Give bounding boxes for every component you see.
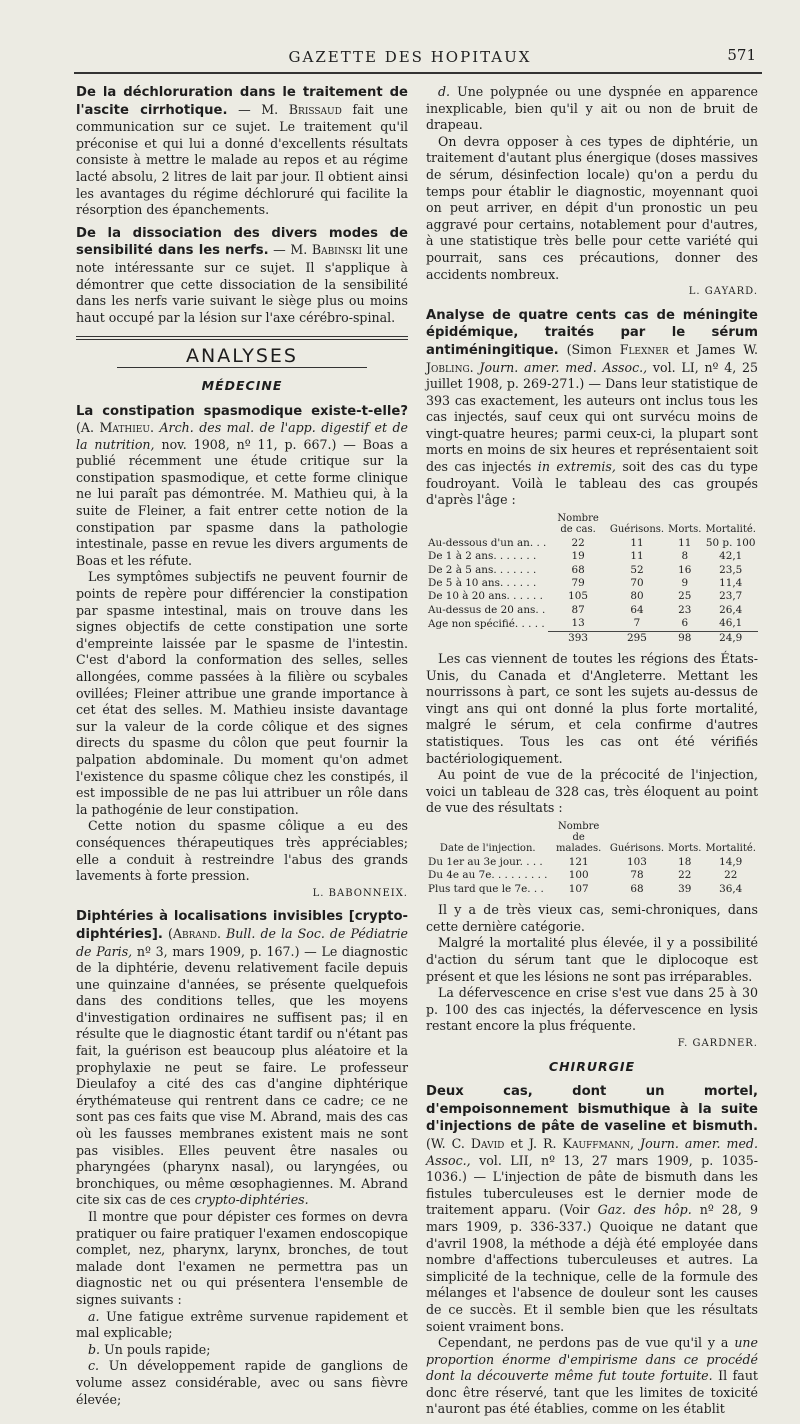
article-title: Deux cas, dont un mortel, d'empoisonnement bismuthique à la suite d'injections de pâte de vaseline et bismuth. [426,1084,758,1135]
article-paragraph: On devra opposer à ces types de diphtérie, un traitement d'autant plus énergique (doses massives de sérum, désinfection locale) qu'on a perdu du temps pour établir le diagnostic, moyennant quoi on peut arriver, en dépit d'un pronostic un peu aggravé pour certains, notablement pour d'autres, à une statistique très belle pour cette variété qui pourrait, sans ces précautions, donner des accidents nombreux. [426,133,758,282]
signature: L. BABONNEIX. [312,887,408,899]
injection-table [426,821,758,896]
article-body: Dans leur statistique de 393 cas exactement, les auteurs ont inclus tous les cas injectés, sauf ceux qui ont survécu moins de vingt-quatre heures; parmi ceux-ci, la plupart sont morts en moins de six heures et représentaient soit des cas injectés [426,376,758,475]
section-title: ANALYSES [185,345,298,368]
article-body: fait une communication sur ce sujet. Le traitement qu'il préconise et qui lui a donné d'excellents résultats consiste à mettre le malade au repos et au régime lacté absolu, 2 litres de lait par jour. Il obtient ainsi les avantages du régime déchloruré qui facilite la résorption des épanchements. [76,101,409,218]
page-number: 571 [727,46,756,64]
author-name: Kauffmann, [562,1135,634,1151]
article-paragraph: Il y a de très vieux cas, semi-chroniques, dans cette dernière catégorie. [426,902,758,934]
section-title-rule [117,367,367,368]
article-bismuth: Deux cas, dont un mortel, d'empoisonnement bismuthique à la suite d'injections de pâte de vaseline et bismuth. (W. C. David et J. R. Kauffmann, Journ. amer. med. Assoc., vol. LII, nº 13, 27 mars 1909, p. 1035-1036.) — L'injection de pâte de bismuth dans les fistules tuberculeuses est le dernier mode de traitement apparu. (Voir Gaz. des hôp. nº 28, 9 mars 1909, p. 336-337.) Quoique ne datant que d'avril 1908, la méthode a déjà été employée dans nombre d'affections tuberculeuses et autres. La simplicité de la technique, celle de la formule des mélanges et l'absence de douleur sont les causes de ce succès. Et il semble bien que les résultats soient vraiment bons. Cependant, ne perdons pas de vue qu'il y a une proportion énorme d'empirisme dans ce procédé dont la découverte même fut toute fortuite. Il faut donc être réservé, tant que les limites de toxicité n'auront pas été établies, comme on les établit [426,1084,758,1417]
list-item: b. Un pouls rapide; [88,1341,211,1357]
table-row: Plus tard que le 7e. . . 107 68 39 36,4 [428,882,743,895]
list-item: c. Un développement rapide de ganglions de volume assez considérable, avec ou sans fièvre élevée; [76,1358,408,1407]
journal-name: Arch. des mal. de l'app. digestif et de la nutrition, [76,420,408,452]
table-total-row: 393 295 98 24,9 [568,631,743,644]
article-meningite: Analyse de quatre cents cas de méningite épidémique, traités par le sérum antiméningitique. (Simon Flexner et James W. Jobling. Journ. amer. med. Assoc., vol. LI, nº 4, 25 juillet 1908, p. 269-271.) — Dans leur statistique de 393 cas exactement, les auteurs ont inclus tous les cas injectés, sauf ceux qui ont survécu moins de vingt-quatre heures; parmi ceux-ci, la plupart sont morts en moins de six heures et représentaient soit des cas injectés in extremis, soit des cas du type foudroyant. Voilà le tableau des cas groupés d'après l'âge : Nombre de cas. Guérisons. Morts. Mortalité. Au-dessous d'un an. . . 22 11 11 50 p. 100 De 1 à 2 ans. . . . . . . 19 11 8 42,1 De 2 à 5 ans. . . . . . . 68 52 16 23,5 De 5 à 10 ans. . . . . . 79 70 9 11,4 De 10 à 20 ans. . . . . . 105 80 25 23,7 Au-dessus de 20 ans. . 87 64 23 26,4 Age non spécifié. . . . . 13 7 6 46,1 393 295 98 24,9 Les cas viennent de toutes les régions des États-Unis, du Canada et d'Angleterre. Mettant les nourrissons à part, ce sont les sujets au-dessus de vingt ans qui ont donné la plus forte mortalité, malgré le sérum, et cela confirme d'autres statistiques. Tous les cas ont été vérifiés bactériologiquement. Au point de vue de la précocité de l'injection, voici un tableau de 328 cas, très éloquent au point de vue des résultats : Date de l'injection. Nombre de malades. Guérisons. Morts. Mortalité. Du 1er au 3e jour. . . . 121 103 18 14,9 Du 4e au 7e. . . . . . . . . 100 78 22 22 Plus tard que le 7e. . . 107 68 39 36,4 Il y a de très vieux cas, semi-chroniques, dans cette dernière catégorie. Malgré la mortalité plus élevée, il y a possibilité d'action du sérum tant que le diplocoque est présent et que les lésions ne sont pas irréparables. La défervescence en crise s'est vue dans 25 à 30 p. 100 des cas injectés, la défervescence en lysis restant encore la plus fréquente. F. GARDNER. [426,307,758,1053]
article-constipation: La constipation spasmodique existe-t-elle? (A. Mathieu. Arch. des mal. de l'app. digestif et de la nutrition, nov. 1908, nº 11, p. 667.) — Boas a publié récemment une étude critique sur la constipation spasmodique, et cette forme clinique ne lui paraît pas démontrée. M. Mathieu qui, à la suite de Fleiner, a fait entrer cette notion de la constipation par spasme dans la pathologie intestinale, passe en revue les divers arguments de Boas et les réfute. Les symptômes subjectifs ne peuvent fournir de points de repère pour différencier la constipation par spasme intestinal, mais on trouve dans les signes objectifs de cette constipation une sorte d'empreinte laissée par le spasme de l'intestin. C'est d'abord la conformation des selles, selles allongées, comme passées à la filière ou scybales ovillées; Fleiner attribue une grande importance à cet état des selles. M. Mathieu insiste davantage sur la valeur de la corde côlique et des signes directs du spasme du côlon que peut fournir la palpation abdominale. Du moment qu'on admet l'existence du spasme côlique chez les constipés, il est impossible de ne pas lui attribuer un rôle dans la pathogénie de leur constipation. Cette notion du spasme côlique a eu des conséquences thérapeutiques très appréciables; elle a conduit à restreindre l'abus des grands lavements à forte pression. L. BABONNEIX. [76,403,408,903]
subsection-title: MÉDECINE [201,377,283,393]
author-name: David [470,1135,505,1151]
left-column [76,84,408,1414]
table-row: Au-dessus de 20 ans. . 87 64 23 26,4 [428,603,743,616]
article-paragraph: Les cas viennent de toutes les régions des États-Unis, du Canada et d'Angleterre. Mettant les nourrissons à part, ce sont les sujets au-dessus de vingt ans qui ont donné la plus forte mortalité, malgré le sérum, et cela confirme d'autres statistiques. Tous les cas ont été vérifiés bactériologiquement. [426,651,758,766]
article-body: L'injection de pâte de bismuth dans les fistules tuberculeuses est le dernier mode de traitement apparu. (Voir [426,1169,758,1218]
article-body: Boas a publié récemment une étude critique sur la constipation spasmodique, et cette forme clinique ne lui paraît pas démontrée. M. Mathieu qui, à la suite de Fleiner, a fait entrer cette notion de la constipation par spasme dans la pathologie intestinale, passe en revue les divers arguments de Boas et les réfute. [76,436,409,568]
article-paragraph: Cette notion du spasme côlique a eu des conséquences thérapeutiques très appréciables; elle a conduit à restreindre l'abus des grands lavements à forte pression. [76,818,408,884]
table-row: Du 4e au 7e. . . . . . . . . 100 78 22 22 [428,869,738,882]
page-header [60,40,760,70]
author-name: Brissaud [288,101,342,117]
journal-name: Journ. amer. med. Assoc., [479,359,648,375]
article-dissociation: De la dissociation des divers modes de sensibilité dans les nerfs. — M. Babinski lit une note intéressante sur ce sujet. Il s'applique à démontrer que cette dissociation de la sensibilité dans les nerfs varie suivant le siège plus ou moins haut occupé par la lésion sur l'axe cérébro-spinal. [76,225,408,325]
article-title: Analyse de quatre cents cas de méningite épidémique, traités par le sérum antiméningitique. [426,307,758,358]
article-body: Le diagnostic de la diphtérie, devenu relativement facile depuis une quinzaine d'années, se présente quelquefois dans des conditions telles, que les moyens d'investigation ordinaires ne suffisent pas; il en résulte que le diagnostic étant tardif ou n'étant pas fait, la guérison est beaucoup plus aléatoire et la prophylaxie ne peut se faire. Le professeur Dieulafoy a cité des cas d'angine diphtérique érythémateuse qui rentrent dans ce cadre; ce ne sont pas ces faits que vise M. Abrand, mais des cas où les fausses membranes existent mais ne sont pas visibles. Elles peuvent être nasales ou pharyngées (pharynx nasal), ou laryngées, ou bronchiques, ou même œsophagiennes. M. Abrand cite six cas de ces [76,943,408,1208]
author-name: Abrand. [172,925,221,941]
article-title: La constipation spasmodique existe-t-elle? [76,403,408,419]
signature: L. GAYARD. [688,286,758,298]
journal-name: Bull. de la Soc. de Pédiatrie de Paris, [76,925,408,959]
header-rule [74,72,762,74]
article-paragraph: Malgré la mortalité plus élevée, il y a possibilité d'action du sérum tant que le diplocoque est présent et que les lésions ne sont pas irréparables. [426,935,758,984]
journal-name: Journ. amer. med. Assoc., [426,1135,758,1168]
article-diphteries-continued [426,84,758,301]
running-title: GAZETTE DES HOPITAUX [288,48,532,66]
article-paragraph: La défervescence en crise s'est vue dans 25 à 30 p. 100 des cas injectés, la défervescence en lysis restant encore la plus fréquente. [426,985,758,1034]
list-item: a. Une fatigue extrême survenue rapidement et mal explicable; [76,1308,408,1341]
table-row: De 10 à 20 ans. . . . . . 105 80 25 23,7 [428,590,743,603]
table-header-row: Date de l'injection. Nombre de malades. Guérisons. Morts. Mortalité. [439,821,756,855]
article-paragraph: Au point de vue de la précocité de l'injection, voici un tableau de 328 cas, très éloquent au point de vue des résultats : [426,767,758,816]
article-body: lit une note intéressante sur ce sujet. Il s'applique à démontrer que cette dissociation de la sensibilité dans les nerfs varie suivant le siège plus ou moins haut occupé par la lésion sur l'axe cérébro-spinal. [76,242,408,325]
table-row: De 1 à 2 ans. . . . . . . 19 11 8 42,1 [428,550,743,563]
table-row: Au-dessous d'un an. . . 22 11 11 50 p. 100 [428,536,756,549]
table-row: De 5 à 10 ans. . . . . . 79 70 9 11,4 [428,577,743,590]
table-header-row: Nombre de cas. Guérisons. Morts. Mortalité. [557,512,756,535]
author-name: Jobling. [426,359,474,375]
article-paragraph: Les symptômes subjectifs ne peuvent fournir de points de repère pour différencier la constipation par spasme intestinal, mais on trouve dans les signes objectifs de cette constipation une sorte d'empreinte laissée par le spasme de l'intestin. C'est d'abord la conformation des selles, selles allongées, comme passées à la filière ou scybales ovillées; Fleiner attribue une grande importance à cet état des selles. M. Mathieu insiste davantage sur la valeur de la corde côlique et des signes directs du spasme du côlon que peut fournir la palpation abdominale. Du moment qu'on admet l'existence du spasme côlique chez les constipés, il est impossible de ne pas lui attribuer un rôle dans la pathogénie de leur constipation. [76,569,408,817]
article-paragraph: Cependant, ne perdons pas de vue qu'il y a une proportion énorme d'empirisme dans ce procédé dont la découverte même fut toute fortuite. Il faut donc être réservé, tant que les limites de toxicité n'auront pas été établies, comme on les établit [426,1335,758,1417]
article-dechloruration: De la déchloruration dans le traitement de l'ascite cirrhotique. — M. Brissaud fait une communication sur ce sujet. Le traitement qu'il préconise et qui lui a donné d'excellents résultats consiste à mettre le malade au repos et au régime lacté absolu, 2 litres de lait par jour. Il obtient ainsi les avantages du régime déchloruré qui facilite la résorption des épanchements. [76,85,409,218]
right-column [426,84,758,1424]
author-name: Flexner [619,341,669,357]
author-name: Babinski [311,242,363,258]
article-diphteries: Diphtéries à localisations invisibles [crypto-diphtéries]. (Abrand. Bull. de la Soc. de Pédiatrie de Paris, nº 3, mars 1909, p. 167.) — Le diagnostic de la diphtérie, devenu relativement facile depuis une quinzaine d'années, se présente quelquefois dans des conditions telles, que les moyens d'investigation ordinaires ne suffisent pas; il en résulte que le diagnostic étant tardif ou n'étant pas fait, la guérison est beaucoup plus aléatoire et la prophylaxie ne peut se faire. Le professeur Dieulafoy a cité des cas d'angine diphtérique érythémateuse qui rentrent dans ce cadre; ce ne sont pas ces faits que vise M. Abrand, mais des cas où les fausses membranes existent mais ne sont pas visibles. Elles peuvent être nasales ou pharyngées (pharynx nasal), ou laryngées, ou bronchiques, ou même œsophagiennes. M. Abrand cite six cas de ces crypto-diphtéries. Il montre que pour dépister ces formes on devra pratiquer ou faire pratiquer l'examen endoscopique complet, nez, pharynx, larynx, bronches, de tout malade dont l'examen ne permettra pas un diagnostic net ou qui présentera l'ensemble de signes suivants : a. Une fatigue extrême survenue rapidement et mal explicable; b. Un pouls rapide; c. Un développement rapide de ganglions de volume assez considérable, avec ou sans fièvre élevée; [76,909,408,1407]
table-row: Age non spécifié. . . . . 13 7 6 46,1 [426,617,758,631]
article-paragraph: Il montre que pour dépister ces formes on devra pratiquer ou faire pratiquer l'examen endoscopique complet, nez, pharynx, larynx, bronches, de tout malade dont l'examen ne permettra pas un diagnostic net ou qui présentera l'ensemble de signes suivants : [76,1209,408,1307]
subsection-title: CHIRURGIE [548,1058,636,1074]
author-name: Mathieu. [99,420,154,436]
section-divider [76,336,408,340]
list-item: d. Une polypnée ou une dyspnée en apparence inexplicable, bien qu'il y ait ou non de bruit de drapeau. [426,84,758,133]
table-row: De 2 à 5 ans. . . . . . . 68 52 16 23,5 [428,563,743,576]
article-title: De la déchloruration dans le traitement de l'ascite cirrhotique. [76,85,408,118]
table-row: Du 1er au 3e jour. . . . 121 103 18 14,9 [428,856,743,869]
article-title: De la dissociation des divers modes de sensibilité dans les nerfs. [76,225,408,259]
age-table [426,513,758,645]
signature: F. GARDNER. [677,1038,758,1049]
article-title: Diphtéries à localisations invisibles [crypto-diphtéries]. [76,909,408,942]
